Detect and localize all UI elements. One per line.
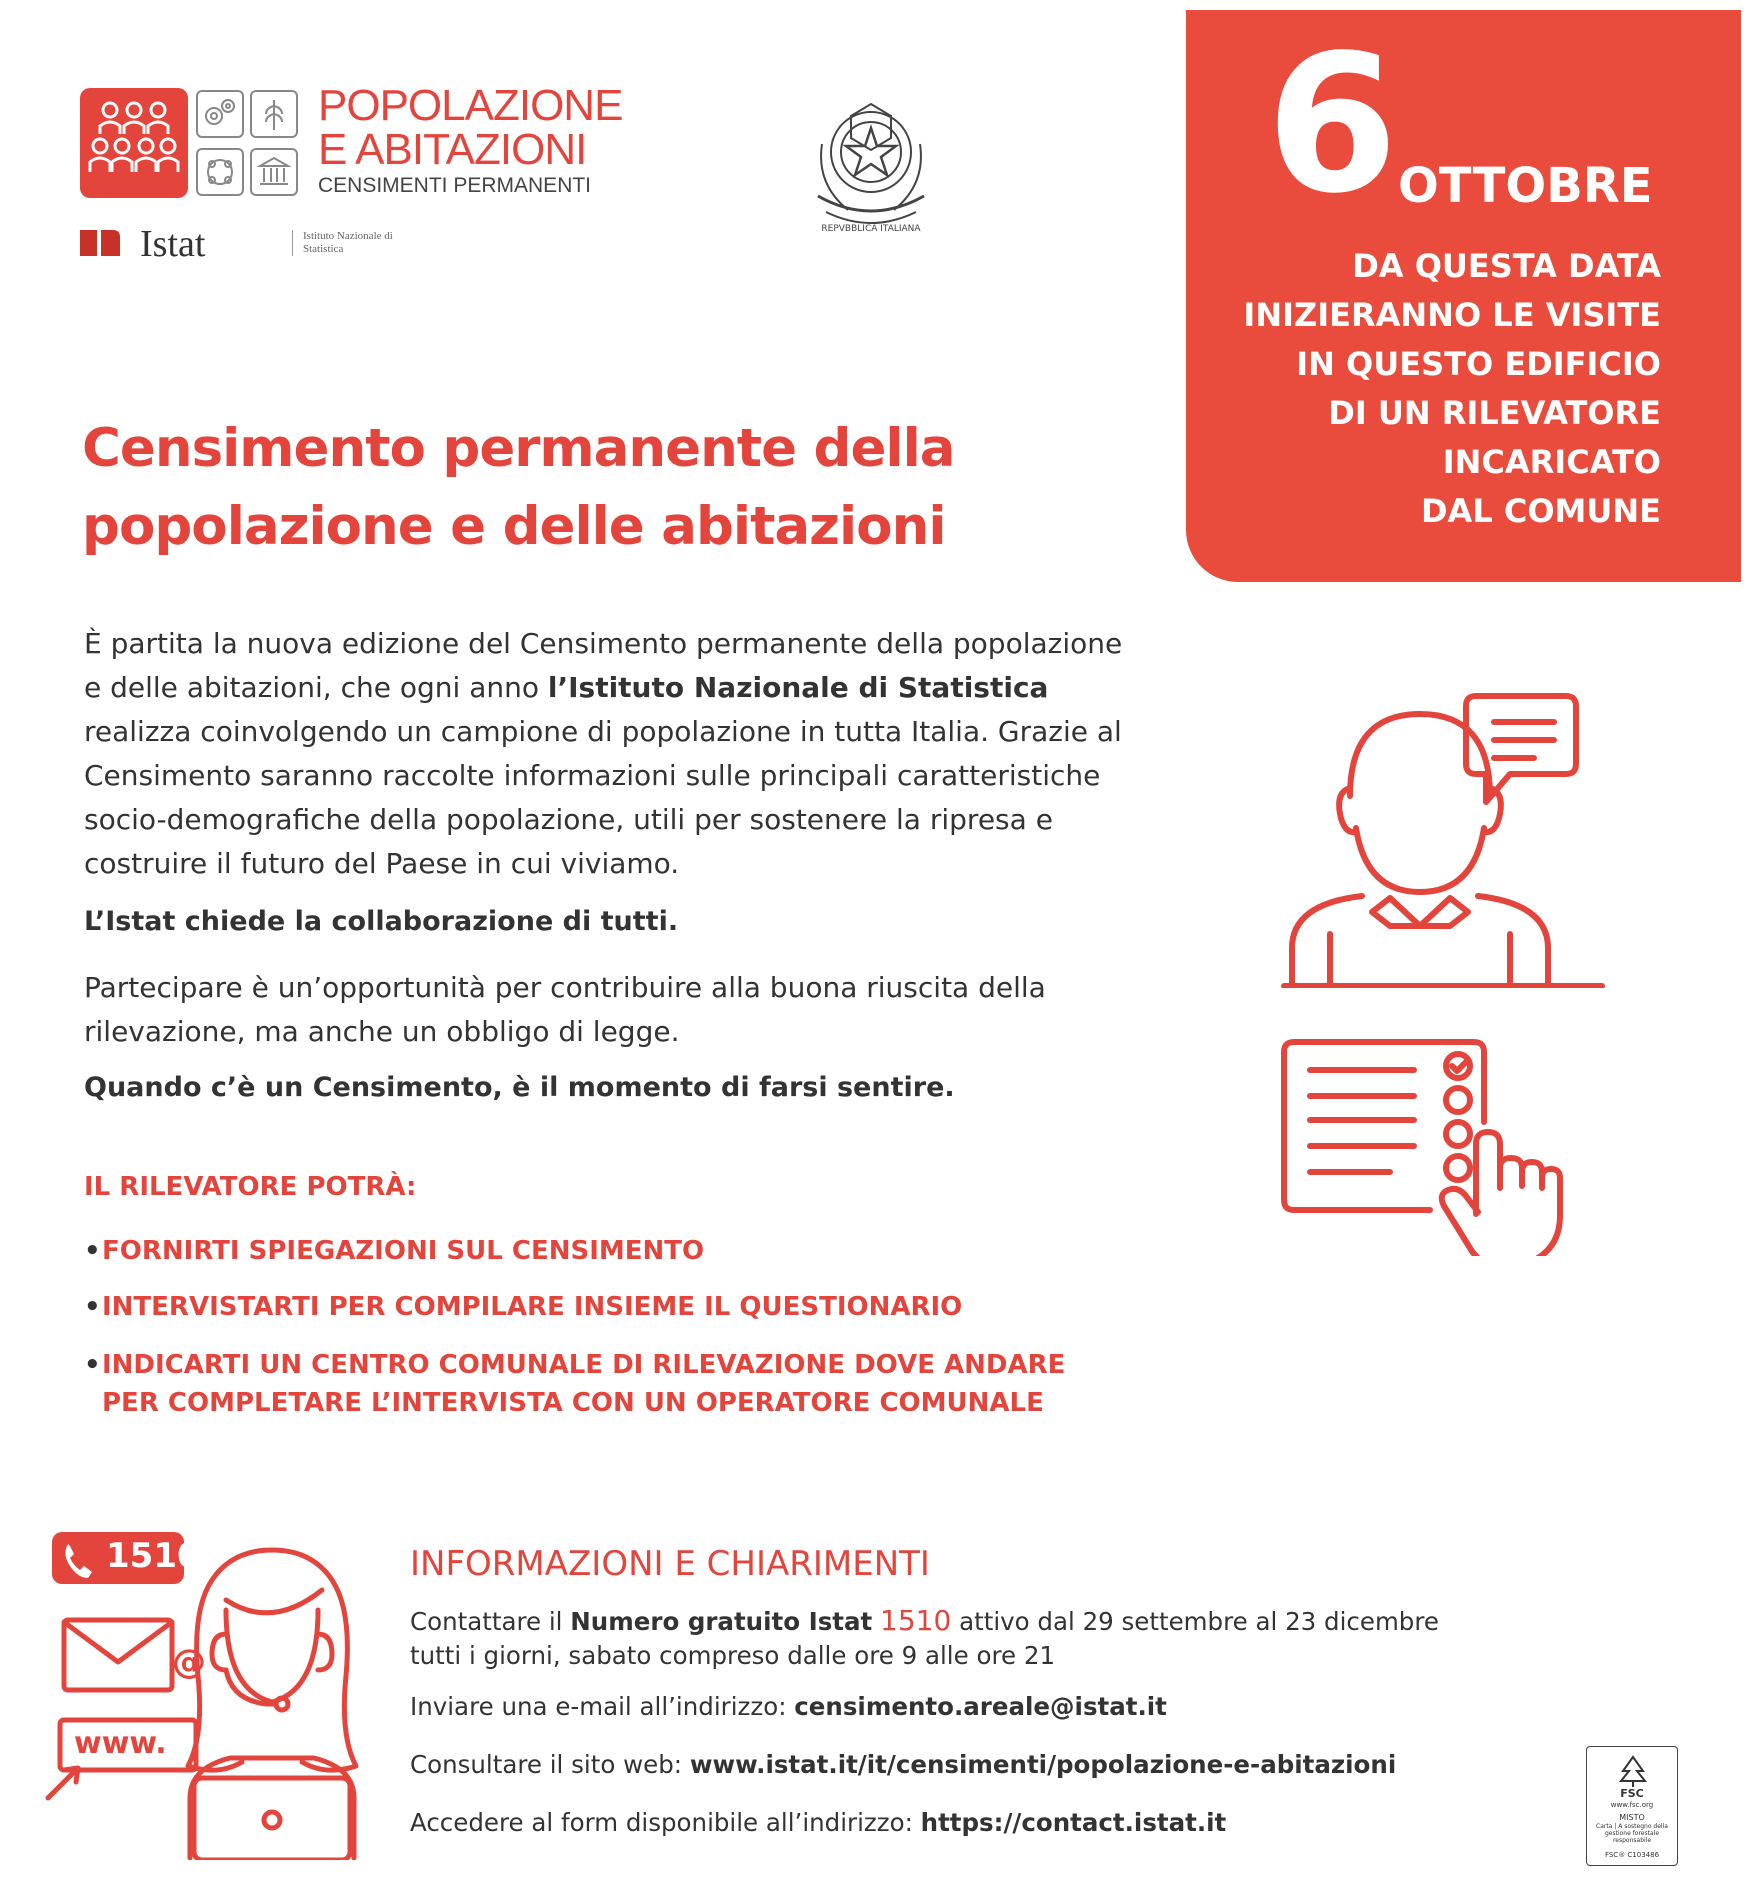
census-logo	[80, 81, 623, 208]
website-info-a: Consultare il sito web:	[410, 1750, 690, 1779]
email-info	[410, 1690, 1550, 1724]
panel-line: DA QUESTA DATA	[1352, 247, 1661, 285]
fsc-name: FSC	[1620, 1787, 1644, 1800]
form-info-a: Accedere al form disponibile all’indirizzo:	[410, 1808, 921, 1837]
phone-info-a: Contattare il	[410, 1607, 571, 1636]
logo-title	[318, 81, 623, 174]
list-item: •INTERVISTARTI PER COMPILARE INSIEME IL QUESTIONARIO	[84, 1288, 1144, 1326]
collaboration-line: L’Istat chiede la collaborazione di tutti.	[84, 906, 679, 937]
date-panel	[1186, 10, 1741, 582]
form-info	[410, 1806, 1550, 1840]
website-link[interactable]: www.istat.it/it/censimenti/popolazione-e-abitazioni	[689, 1750, 1397, 1779]
title-line2: popolazione e delle abitazioni	[82, 496, 946, 557]
phone-hours: tutti i giorni, sabato compreso dalle ore 9 alle ore 21	[410, 1641, 1056, 1670]
census-slogan: Quando c’è un Censimento, è il momento di farsi sentire.	[84, 1072, 955, 1103]
at-sign-icon: @	[172, 1642, 206, 1682]
istat-mark-icon	[80, 226, 120, 256]
wheat-icon	[250, 90, 298, 138]
panel-line: DI UN RILEVATORE	[1328, 394, 1661, 432]
page-title	[82, 410, 1082, 566]
italian-republic-emblem	[802, 84, 940, 248]
bullet-text: INDICARTI UN CENTRO COMUNALE DI RILEVAZIONE DOVE ANDARE PER COMPLETARE L’INTERVISTA CON UN OPERATORE COMUNALE	[102, 1350, 1066, 1418]
fsc-type: MISTO	[1619, 1813, 1645, 1822]
phone-info-b: attivo dal 29 settembre al 23 dicembre	[951, 1607, 1439, 1636]
intro-text-a: È partita la nuova edizione del Censimento permanente della popolazione e delle abitazioni, che ogni anno	[84, 627, 1123, 704]
checklist-illustration	[1280, 1036, 1570, 1256]
email-info-a: Inviare una e-mail all’indirizzo:	[410, 1692, 795, 1721]
logo-title-line1: POPOLAZIONE	[318, 81, 623, 130]
email-link[interactable]: censimento.areale@istat.it	[794, 1692, 1167, 1721]
participation-paragraph: Partecipare è un’opportunità per contribuire alla buona riuscita della rilevazione, ma anche un obbligo di legge.	[84, 971, 1046, 1048]
intro-paragraph	[84, 622, 1144, 886]
gears-icon	[196, 90, 244, 138]
handshake-icon	[196, 148, 244, 196]
intro-text-b: realizza coinvolgendo un campione di popolazione in tutta Italia. Grazie al Censimento saranno raccolte informazioni sulle principali caratteristiche socio-demografiche della popolazione, utili per sostenere la ripresa e costruire il futuro del Paese in cui viviamo.	[84, 715, 1122, 880]
fsc-desc: Carta | A sostegno della gestione forestale responsabile	[1596, 1823, 1668, 1844]
info-title: INFORMAZIONI E CHIARIMENTI	[410, 1544, 930, 1584]
phone-badge-number: 1510	[106, 1536, 201, 1576]
fsc-code: FSC® C103486	[1604, 1851, 1660, 1859]
istat-note: Istituto Nazionale di Statistica	[292, 230, 393, 256]
intro-text-bold: l’Istituto Nazionale di Statistica	[547, 671, 1049, 704]
website-info	[410, 1748, 1550, 1782]
panel-line: DAL COMUNE	[1420, 492, 1661, 530]
panel-message	[1243, 242, 1661, 536]
interviewer-illustration	[1280, 688, 1610, 988]
people-group-icon	[80, 88, 188, 198]
logo-title-line2: E ABITAZIONI	[318, 125, 587, 174]
emblem-text: REPVBBLICA ITALIANA	[821, 224, 921, 234]
logo-subtitle: CENSIMENTI PERMANENTI	[318, 174, 592, 197]
list-item: •INDICARTI UN CENTRO COMUNALE DI RILEVAZIONE DOVE ANDARE PER COMPLETARE L’INTERVISTA CON UN OPERATORE COMUNALE	[84, 1346, 1144, 1422]
fsc-label	[1586, 1746, 1678, 1866]
panel-line: IN QUESTO EDIFICIO	[1296, 345, 1661, 383]
contact-illustration	[40, 1530, 380, 1860]
phone-number: 1510	[880, 1604, 952, 1637]
institution-icon	[250, 148, 298, 196]
phone-info-bold: Numero gratuito Istat	[570, 1607, 873, 1636]
bullet-text: FORNIRTI SPIEGAZIONI SUL CENSIMENTO	[102, 1236, 705, 1266]
form-link[interactable]: https://contact.istat.it	[920, 1808, 1227, 1837]
phone-info	[410, 1604, 1550, 1673]
panel-line: INIZIERANNO LE VISITE	[1243, 296, 1661, 334]
panel-line: INCARICATO	[1442, 443, 1661, 481]
title-line1: Censimento permanente della	[82, 418, 955, 479]
istat-word: Istat	[140, 223, 206, 265]
bullet-text: INTERVISTARTI PER COMPILARE INSIEME IL QUESTIONARIO	[102, 1292, 963, 1322]
fsc-site: www.fsc.org	[1610, 1801, 1654, 1809]
fsc-tree-icon	[1613, 1753, 1653, 1787]
date-month: OTTOBRE	[1398, 158, 1653, 214]
rilevatore-title: IL RILEVATORE POTRÀ:	[84, 1172, 417, 1202]
www-label: www.	[74, 1726, 167, 1761]
date-day: 6	[1266, 14, 1399, 235]
list-item: •FORNIRTI SPIEGAZIONI SUL CENSIMENTO	[84, 1232, 1144, 1270]
